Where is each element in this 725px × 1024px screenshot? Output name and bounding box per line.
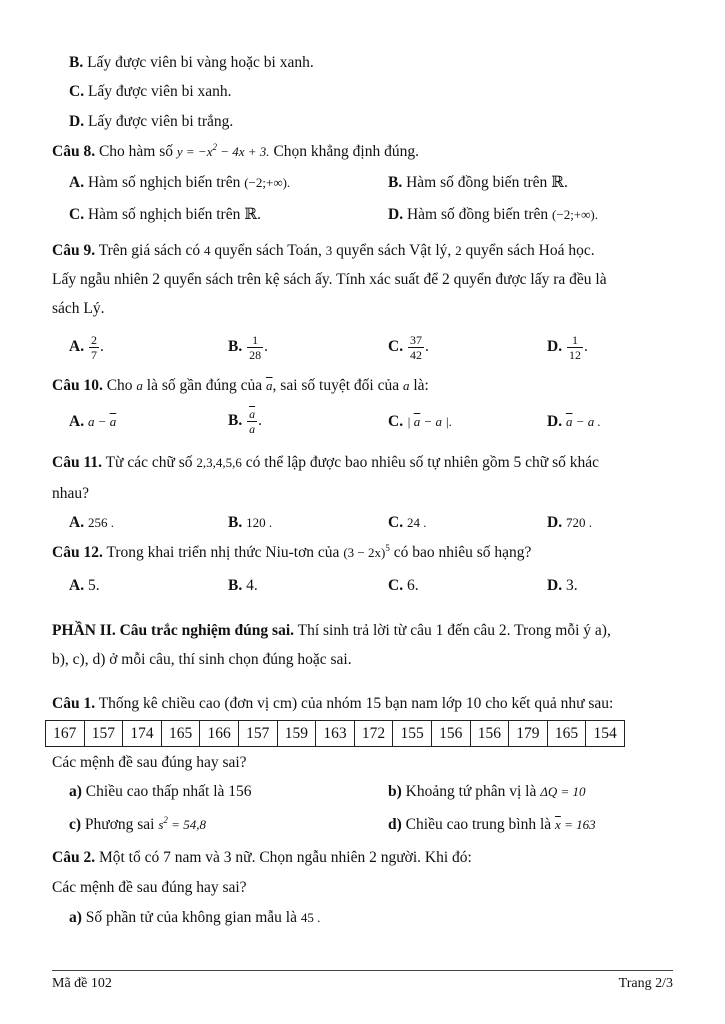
q9-stem-line3: sách Lý.: [52, 300, 105, 317]
q12-option-c: [388, 576, 419, 596]
q10-option-c: [388, 412, 452, 432]
p2q1-item-a: [69, 782, 252, 802]
denominator: 42: [409, 347, 422, 362]
fraction: [408, 333, 424, 362]
q8-text: Cho hàm số: [98, 143, 174, 160]
table-cell: 157: [84, 721, 123, 747]
math-part: $\overline{a}$: [109, 414, 117, 429]
q10-option-b: B. $\frac{\overline{a}}{a}$ .: [228, 406, 262, 436]
option-label: C.: [388, 413, 404, 430]
p2q1-item-c: [69, 815, 206, 835]
option-label: A.: [69, 413, 85, 430]
function-rest: − 4x + 3.: [220, 144, 270, 159]
table-cell: 157: [238, 721, 277, 747]
table-cell: 166: [200, 721, 239, 747]
q8-instruction: Chọn khẳng định đúng.: [273, 143, 419, 160]
option-label: C.: [388, 577, 404, 594]
option-label: C.: [69, 83, 85, 100]
option-label: B.: [388, 174, 403, 191]
q11-option-a: [69, 513, 114, 533]
q9-stem-line1: [52, 241, 595, 261]
math-part: a −: [87, 414, 110, 429]
q12-text: có bao nhiêu số hạng?: [393, 544, 532, 561]
q11-text: Từ các chữ số: [105, 454, 193, 471]
q9-text: quyển sách Vật lý,: [336, 242, 452, 259]
option-value: 3.: [565, 577, 578, 594]
option-label: D.: [388, 206, 404, 223]
option-label: B.: [69, 54, 84, 71]
option-text: Hàm số đồng biến trên: [406, 174, 548, 191]
p2q1-text: Thống kê chiều cao (đơn vị cm) của nhóm 15 bạn nam lớp 10 cho kết quả như sau:: [98, 695, 614, 712]
question-number: Câu 1.: [52, 695, 96, 712]
q11-digits: 2,3,4,5,6: [196, 455, 242, 470]
option-value: 256 .: [87, 515, 114, 530]
q7-option-b: [69, 53, 314, 73]
q8-function: [177, 144, 270, 159]
math-part: = 163: [560, 817, 596, 832]
question-number: Câu 2.: [52, 849, 96, 866]
expression: (3 − 2x): [343, 545, 386, 560]
p2q1-item-d: [388, 815, 596, 835]
option-math: [566, 414, 601, 429]
q9-option-c: C. $\frac{37}{42}$ .: [388, 332, 429, 362]
option-math: ℝ.: [551, 174, 568, 191]
math-part: = 54,8: [167, 817, 206, 832]
table-row: [46, 721, 625, 747]
q12-option-a: [69, 576, 100, 596]
numerator: 37: [409, 332, 422, 347]
item-text: Khoảng tứ phân vị là: [405, 783, 537, 800]
option-label: B.: [228, 577, 243, 594]
q11-stem-line2: nhau?: [52, 485, 90, 502]
q12-stem: [52, 543, 531, 563]
part2-heading-line2: b), c), d) ở mỗi câu, thí sinh chọn đúng hoặc sai.: [52, 651, 352, 668]
option-label: D.: [547, 577, 563, 594]
math-part: − a .: [572, 414, 601, 429]
question-number: Câu 8.: [52, 143, 96, 160]
option-math: [88, 414, 116, 429]
p2q2-text: Một tổ có 7 nam và 3 nữ. Chọn ngẫu nhiên 2 người. Khi đó:: [98, 849, 472, 866]
item-label: a): [69, 783, 82, 800]
math-part: $\overline{a}$: [413, 414, 421, 429]
option-label: A.: [69, 514, 85, 531]
p2q2-stem: [52, 848, 472, 868]
item-math: [158, 817, 206, 832]
item-text: Chiều cao trung bình là: [405, 816, 552, 833]
option-label: D.: [547, 338, 563, 355]
option-label: A.: [69, 577, 85, 594]
q10-option-d: [547, 412, 601, 432]
q10-text: , sai số tuyệt đối của: [272, 377, 400, 394]
table-cell: 179: [509, 721, 548, 747]
option-label: A.: [69, 174, 85, 191]
item-math: [555, 817, 596, 832]
item-text: Chiều cao thấp nhất là 156: [85, 783, 252, 800]
option-label: B.: [228, 412, 243, 429]
option-math: (−2;+∞).: [244, 175, 291, 190]
table-cell: 155: [393, 721, 432, 747]
q9-option-a: A. $\frac{2}{7}$ .: [69, 332, 104, 362]
question-number: Câu 9.: [52, 242, 96, 259]
q9-count: 3: [325, 243, 333, 258]
q12-expression: [343, 545, 390, 560]
denominator: a: [249, 421, 256, 436]
exponent: 2: [163, 815, 168, 825]
q11-text: có thể lập được bao nhiêu số tự nhiên gồm 5 chữ số khác: [245, 454, 600, 471]
q11-option-d: [547, 513, 592, 533]
q8-option-a: [69, 173, 290, 193]
option-value: 720 .: [565, 515, 592, 530]
option-label: B.: [228, 514, 243, 531]
exponent: 2: [212, 142, 217, 152]
q7-option-c: [69, 82, 232, 102]
math-part: s: [158, 817, 164, 832]
section-title: PHẦN II. Câu trắc nghiệm đúng sai.: [52, 622, 294, 639]
option-label: C.: [388, 338, 404, 355]
q8-option-b: [388, 173, 568, 193]
fraction: [567, 333, 583, 362]
q12-text: Trong khai triển nhị thức Niu-tơn của: [106, 544, 340, 561]
question-number: Câu 12.: [52, 544, 103, 561]
q9-count: 2: [455, 243, 462, 258]
option-label: D.: [547, 514, 563, 531]
fraction: [247, 407, 257, 436]
q12-option-d: [547, 576, 578, 596]
option-text: Hàm số đồng biến trên: [406, 206, 549, 223]
question-number: Câu 11.: [52, 454, 102, 471]
var-a-bar: $\overline{a}$: [266, 378, 273, 393]
q8-option-d: [388, 205, 598, 225]
math-part: |: [406, 414, 414, 429]
option-value: 24 .: [406, 515, 427, 530]
item-text: Phương sai: [84, 816, 155, 833]
table-cell: 156: [431, 721, 470, 747]
option-text: Lấy được viên bi vàng hoặc bi xanh.: [87, 54, 314, 71]
q9-text: quyển sách Hoá học.: [465, 242, 595, 259]
p2q1-stem: [52, 694, 613, 714]
p2q2-prompt: Các mệnh đề sau đúng hay sai?: [52, 879, 247, 896]
option-value: 120 .: [246, 515, 273, 530]
numerator: 1: [247, 333, 263, 348]
option-label: A.: [69, 338, 85, 355]
p2q1-item-b: [388, 782, 586, 802]
q11-stem-line1: [52, 453, 599, 473]
option-value: 6.: [406, 577, 419, 594]
heights-table: [45, 720, 625, 747]
q9-option-b: B. $\frac{1}{28}$ .: [228, 332, 268, 362]
table-cell: 154: [586, 721, 625, 747]
item-math: ΔQ = 10: [540, 784, 586, 799]
q9-text: quyển sách Toán,: [214, 242, 322, 259]
option-label: D.: [547, 413, 563, 430]
q10-text: là số gần đúng của: [146, 377, 263, 394]
q12-option-b: [228, 576, 258, 596]
q10-text: Cho: [106, 377, 133, 394]
q11-option-c: [388, 513, 426, 533]
option-label: C.: [388, 514, 404, 531]
item-label: d): [388, 816, 402, 833]
page-number: Trang 2/3: [618, 976, 673, 991]
exponent: 5: [385, 543, 390, 553]
option-text: Hàm số nghịch biến trên: [87, 206, 241, 223]
option-text: Hàm số nghịch biến trên: [87, 174, 241, 191]
table-cell: 165: [161, 721, 200, 747]
denominator: 12: [568, 347, 581, 362]
q10-option-a: [69, 412, 116, 432]
option-label: C.: [69, 206, 85, 223]
table-cell: 167: [46, 721, 85, 747]
option-label: D.: [69, 113, 85, 130]
q8-option-c: [69, 205, 261, 225]
question-number: Câu 10.: [52, 377, 103, 394]
table-cell: 174: [123, 721, 162, 747]
q9-option-d: D. $\frac{1}{12}$ .: [547, 332, 588, 362]
option-math: ℝ.: [244, 206, 261, 223]
option-text: Lấy được viên bi trắng.: [87, 113, 234, 130]
part2-heading: [52, 621, 611, 641]
item-label: a): [69, 909, 82, 926]
q9-stem-line2: Lấy ngẫu nhiên 2 quyển sách trên kệ sách ấy. Tính xác suất để 2 quyển được lấy ra đều là: [52, 271, 607, 288]
q10-stem: [52, 376, 429, 396]
option-math: (−2;+∞).: [552, 207, 598, 222]
option-value: 5.: [87, 577, 100, 594]
item-text: Số phần tử của không gian mẫu là: [85, 909, 297, 926]
table-cell: 172: [354, 721, 393, 747]
q9-text: Trên giá sách có: [98, 242, 201, 259]
fraction: [247, 333, 263, 362]
var-a: a: [136, 378, 143, 393]
table-cell: 156: [470, 721, 509, 747]
numerator: 1: [567, 333, 583, 348]
table-cell: 163: [316, 721, 355, 747]
q10-text: là:: [413, 377, 429, 394]
q9-count: 4: [204, 243, 211, 258]
option-text: Lấy được viên bi xanh.: [87, 83, 232, 100]
option-math: [407, 414, 452, 429]
numerator: $\overline{a}$: [249, 406, 256, 421]
q8-stem: [52, 142, 419, 162]
p2q2-item-a: [69, 908, 320, 928]
var-a: a: [402, 378, 410, 393]
math-part: $\overline{x}$: [555, 817, 561, 832]
math-part: − a |.: [420, 414, 453, 429]
option-label: B.: [228, 338, 243, 355]
denominator: 7: [90, 347, 97, 362]
footer-divider: [52, 970, 673, 971]
denominator: 28: [249, 347, 262, 362]
table-cell: 159: [277, 721, 316, 747]
fraction: [89, 333, 99, 362]
q7-option-d: [69, 112, 233, 132]
p2q1-prompt: Các mệnh đề sau đúng hay sai?: [52, 754, 247, 771]
math-part: $\overline{a}$: [565, 414, 573, 429]
option-value: 4.: [246, 577, 258, 594]
item-label: c): [69, 816, 82, 833]
function-lhs: y = −x: [176, 144, 213, 159]
item-label: b): [388, 783, 402, 800]
exam-code: Mã đề 102: [52, 976, 112, 991]
item-value: 45 .: [300, 910, 321, 925]
q11-option-b: [228, 513, 272, 533]
section-instruction: Thí sinh trả lời từ câu 1 đến câu 2. Trong mỗi ý a),: [297, 622, 611, 639]
numerator: 2: [90, 332, 97, 347]
table-cell: 165: [547, 721, 586, 747]
